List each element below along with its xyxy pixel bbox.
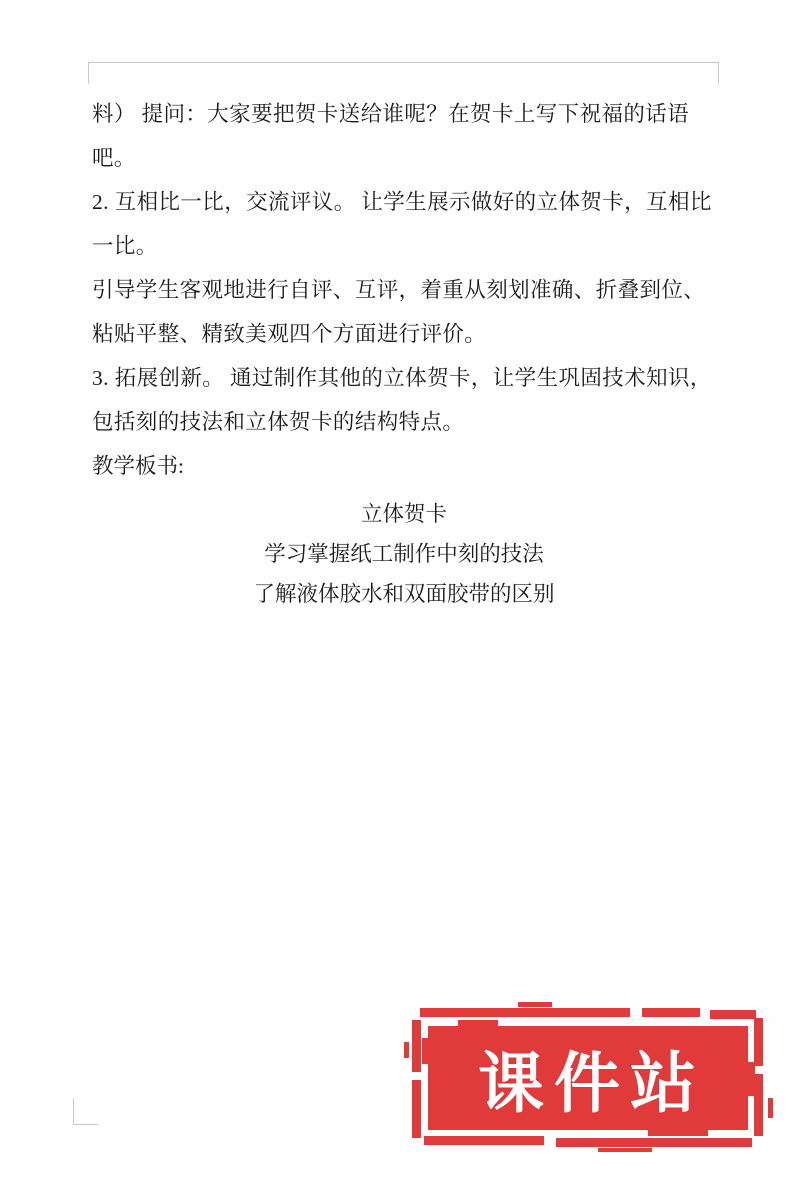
paragraph-1: 料） 提问：大家要把贺卡送给谁呢？在贺卡上写下祝福的话语吧。 <box>92 102 690 170</box>
page-frame-corner-top-left <box>88 62 103 84</box>
board-line-2: 学习掌握纸工制作中刻的技法 <box>264 542 544 566</box>
board-label: 教学板书: <box>92 454 184 478</box>
watermark-text: 课件站 <box>478 1044 706 1122</box>
page-frame-top-line <box>88 62 718 63</box>
board-line-3: 了解液体胶水和双面胶带的区别 <box>253 582 555 606</box>
board-content <box>92 494 716 614</box>
paragraph-2: 2. 互相比一比，交流评议。 让学生展示做好的立体贺卡，互相比一比。 <box>92 190 712 258</box>
document-body <box>92 92 716 614</box>
paragraph-4: 3. 拓展创新。 通过制作其他的立体贺卡，让学生巩固技术知识，包括刻的技法和立体贺卡的结构特点。 <box>92 366 712 434</box>
page-frame-corner-top-right <box>704 62 719 84</box>
page-frame-corner-bottom-left <box>73 1098 98 1125</box>
watermark-stamp <box>398 1002 780 1152</box>
paragraph-3: 引导学生客观地进行自评、互评，着重从刻划准确、折叠到位、粘贴平整、精致美观四个方面进行评价。 <box>92 278 706 346</box>
board-line-1: 立体贺卡 <box>360 502 447 526</box>
